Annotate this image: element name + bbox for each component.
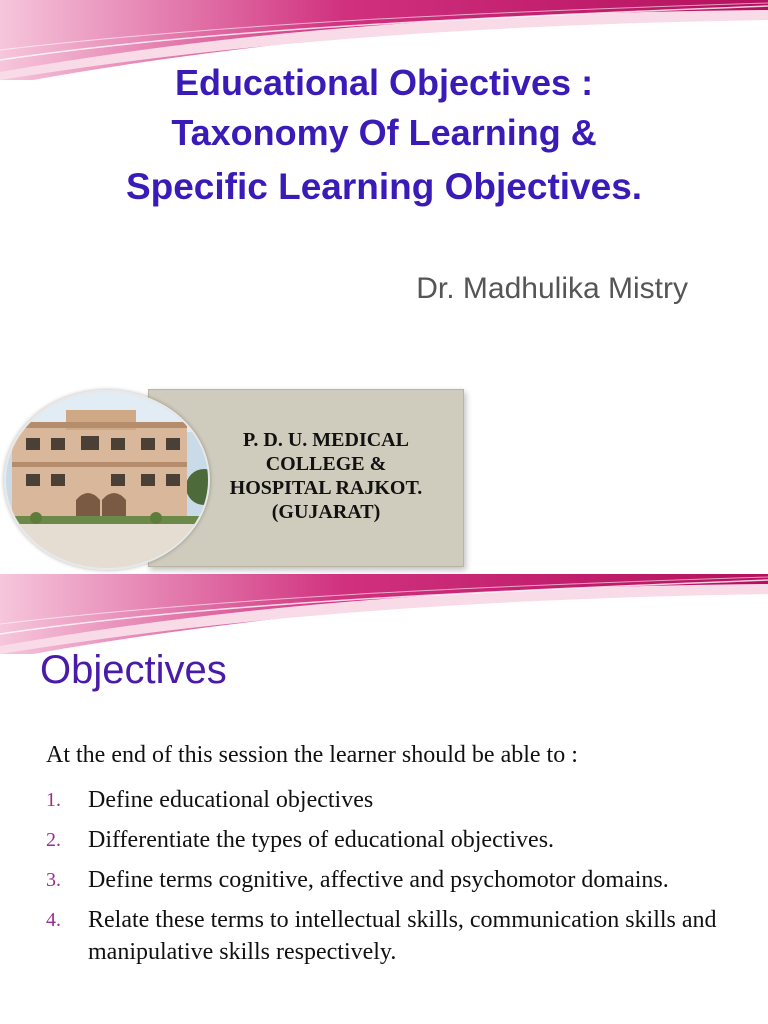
list-text: Define educational objectives — [88, 787, 374, 813]
hospital-building-illustration — [6, 392, 208, 568]
list-number: 2. — [46, 829, 61, 851]
list-item — [46, 824, 726, 856]
decorative-swoosh-top-2 — [0, 574, 768, 654]
list-number: 1. — [46, 789, 61, 811]
objectives-heading: Objectives — [40, 648, 227, 692]
list-item — [46, 864, 726, 896]
list-number: 4. — [46, 909, 61, 931]
list-text: Differentiate the types of educational objectives. — [88, 827, 555, 853]
institution-line1: P. D. U. MEDICAL — [243, 429, 409, 451]
institution-line4: (GUJARAT) — [271, 501, 381, 523]
slide-title-line3: Specific Learning Objectives. — [125, 166, 643, 207]
list-item — [46, 904, 726, 968]
author-name: Dr. Madhulika Mistry — [416, 272, 688, 305]
objectives-list — [46, 784, 726, 976]
slide-title-line1: Educational Objectives : — [174, 62, 594, 103]
list-text: Relate these terms to intellectual skills, communication skills and manipulative skills respectively. — [88, 907, 717, 965]
objectives-intro: At the end of this session the learner should be able to : — [46, 742, 578, 768]
institution-line2: COLLEGE & — [265, 453, 387, 475]
institution-line3: HOSPITAL RAJKOT. — [229, 477, 423, 499]
list-item — [46, 784, 726, 816]
hospital-building-photo — [4, 390, 210, 570]
list-text: Define terms cognitive, affective and psychomotor domains. — [88, 867, 669, 893]
slide-title-line2: Taxonomy Of Learning & — [171, 112, 597, 153]
list-number: 3. — [46, 869, 61, 891]
institution-text — [196, 428, 456, 524]
objectives-slide — [0, 574, 768, 1024]
